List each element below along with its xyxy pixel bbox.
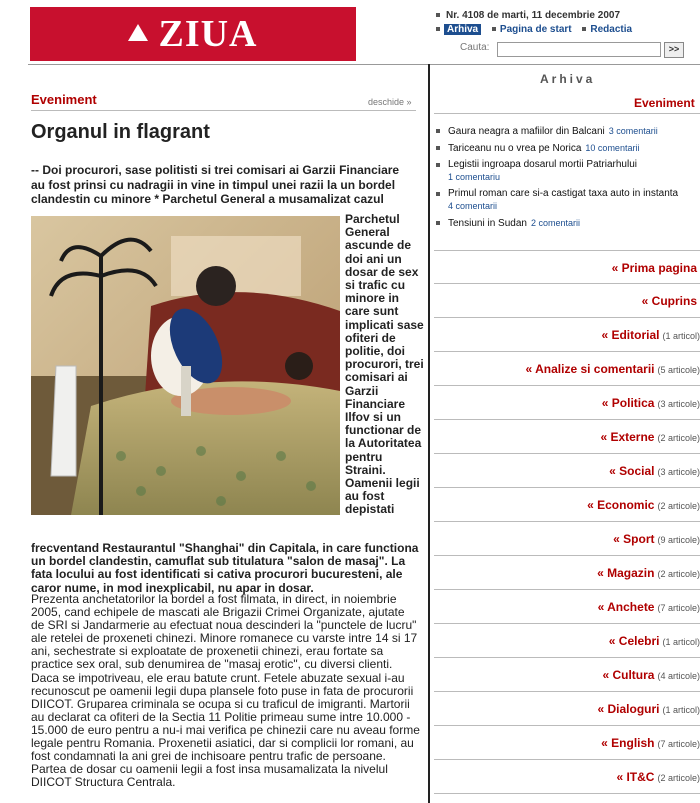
ziua-logo[interactable]: [30, 7, 356, 61]
category-label[interactable]: « English: [601, 736, 655, 750]
article-body: Prezenta anchetatorilor la bordel a fost filmata, in direct, in noiembrie 2005, cand echipele de mascati ale Brigazii Crimei Organizate, ajutate de SRI si Jandarmerie au efectuat noua descinderi la "punctele de lucru" ale retelei de proxeneti chinezi. Minore romanece cu varste intre 14 si 17 ani, sechestrate si exploatate de proxenetii chinezi, erau fortate sa practice sex oral, sub denumirea de "masaj erotic", cu diversi clienti. Daca se impotriveau, ele erau batute crunt. Fetele abuzate sexual i-au recunoscut pe oamenii legii dupa plansele foto puse in fata de procurorii DIICOT. Gruparea criminala se ocupa si cu traficul de imigranti. Martorii au declarat ca ofiteri de la Sectia 11 Politie primeau sume intre 10.000 - 15.000 de euro pentru a nu-i mai verifica pe chinezii care nu aveau forme legale pentru Romania. Proxenetii asiatici, dar si complicii lor romani, au fost condamnati la ani grei de inchisoare pentru trafic de persoane. Partea de dosar cu oamenii legii a fost insa musamalizata la nivelul DIICOT Structura Centrala.: [31, 592, 420, 790]
category-item[interactable]: [434, 352, 700, 386]
section-title: Eveniment: [31, 92, 97, 107]
search-label: Cauta:: [460, 42, 490, 53]
article-intro-side: Parchetul General ascunde de doi ani un dosar de sex si trafic cu minore in care sunt implicati sase ofiteri de politie, doi procurori, trei comisari ai Garzii Financiare Ilfov si un functionar de la Autoritatea pentru Straini. Oamenii legii au fost depistati: [345, 212, 424, 517]
deschide-link[interactable]: deschide »: [368, 97, 412, 107]
nav-pagina-de-start[interactable]: Pagina de start: [499, 24, 572, 35]
category-item[interactable]: [434, 284, 700, 318]
category-list: [434, 250, 700, 794]
category-count: (2 articole): [657, 501, 700, 511]
search-button[interactable]: >>: [664, 42, 684, 58]
news-item[interactable]: [436, 188, 700, 213]
category-label[interactable]: « Sport: [613, 532, 655, 546]
news-title[interactable]: Tensiuni in Sudan: [448, 218, 527, 229]
article-title: Organul in flagrant: [31, 121, 210, 143]
search-input[interactable]: [497, 42, 661, 57]
top-nav: [436, 24, 640, 35]
news-title[interactable]: Gaura neagra a mafiilor din Balcani: [448, 126, 605, 137]
logo-text: ZIUA: [158, 13, 258, 55]
category-item[interactable]: [434, 692, 700, 726]
category-count: (7 articole): [657, 739, 700, 749]
bullet-icon: [436, 129, 440, 133]
category-count: (7 articole): [657, 603, 700, 613]
category-count: (1 articol): [662, 331, 700, 341]
category-count: (1 articol): [662, 705, 700, 715]
category-count: (1 articol): [662, 637, 700, 647]
news-title[interactable]: Legistii ingroapa dosarul mortii Patriarhului: [448, 159, 637, 170]
header-divider: [28, 64, 700, 65]
bullet-icon: [436, 146, 440, 150]
bullet-icon: [436, 163, 440, 167]
category-item[interactable]: [434, 556, 700, 590]
sidebar-section-title[interactable]: Eveniment: [634, 96, 695, 110]
category-count: (2 articole): [657, 773, 700, 783]
category-label[interactable]: « Prima pagina: [611, 261, 697, 275]
category-label[interactable]: « Cuprins: [641, 294, 697, 308]
nav-redactia[interactable]: Redactia: [590, 24, 633, 35]
section-divider: [31, 110, 416, 111]
category-count: (2 articole): [657, 433, 700, 443]
article-intro-bottom: frecventand Restaurantul "Shanghai" din Capitala, in care functiona un bordel clandestin, camuflat sub titulatura "salon de masaj". La fata locului au fost identificati si cativa procurori bucuresteni, ale caror nume, in mod inexplicabil, nu apar in dosar.: [31, 541, 419, 595]
category-item[interactable]: [434, 318, 700, 352]
category-item[interactable]: [434, 590, 700, 624]
category-item[interactable]: [434, 522, 700, 556]
category-item[interactable]: [434, 386, 700, 420]
archive-title: Arhiva: [540, 72, 596, 86]
category-label[interactable]: « Anchete: [597, 600, 655, 614]
bullet-icon: [436, 192, 440, 196]
category-item[interactable]: [434, 420, 700, 454]
bullet-icon: [492, 27, 496, 31]
category-count: (5 articole): [657, 365, 700, 375]
category-label[interactable]: « IT&C: [616, 770, 655, 784]
category-label[interactable]: « Cultura: [602, 668, 655, 682]
category-item[interactable]: [434, 658, 700, 692]
news-comments[interactable]: 4 comentarii: [448, 201, 498, 211]
bullet-icon: [436, 13, 440, 17]
logo-triangle-icon: [128, 24, 148, 41]
category-label[interactable]: « Externe: [600, 430, 655, 444]
nav-arhiva[interactable]: Arhiva: [444, 24, 481, 35]
category-label[interactable]: « Social: [609, 464, 655, 478]
category-item[interactable]: [434, 726, 700, 760]
news-list: [436, 125, 700, 234]
search-bar: [460, 42, 680, 54]
article-photo: [31, 216, 340, 515]
news-comments[interactable]: 3 comentarii: [608, 126, 658, 136]
news-item[interactable]: [436, 142, 700, 155]
category-item[interactable]: [434, 624, 700, 658]
sidebar-divider: [434, 113, 700, 114]
category-label[interactable]: « Economic: [587, 498, 655, 512]
bullet-icon: [436, 27, 440, 31]
bullet-icon: [582, 27, 586, 31]
category-item[interactable]: [434, 454, 700, 488]
news-item[interactable]: [436, 125, 700, 138]
category-item[interactable]: [434, 250, 700, 284]
news-comments[interactable]: 2 comentarii: [530, 218, 580, 228]
news-comments[interactable]: 1 comentariu: [448, 172, 501, 182]
news-item[interactable]: [436, 159, 700, 184]
category-count: (3 articole): [657, 467, 700, 477]
category-label[interactable]: « Editorial: [601, 328, 660, 342]
category-label[interactable]: « Analize si comentarii: [525, 362, 655, 376]
news-comments[interactable]: 10 comentarii: [585, 143, 640, 153]
category-label[interactable]: « Celebri: [608, 634, 660, 648]
article-photo-illustration: [31, 216, 340, 515]
category-count: (3 articole): [657, 399, 700, 409]
news-title[interactable]: Primul roman care si-a castigat taxa auto in instanta: [448, 188, 679, 199]
category-label[interactable]: « Dialoguri: [597, 702, 660, 716]
column-divider: [428, 64, 430, 803]
category-label[interactable]: « Magazin: [597, 566, 655, 580]
news-title[interactable]: Tariceanu nu o vrea pe Norica: [448, 143, 582, 154]
issue-info: [436, 10, 620, 21]
news-item[interactable]: [436, 217, 700, 230]
category-count: (9 articole): [657, 535, 700, 545]
category-count: (4 articole): [657, 671, 700, 681]
category-label[interactable]: « Politica: [601, 396, 655, 410]
issue-text: Nr. 4108 de marti, 11 decembrie 2007: [446, 10, 620, 21]
article-lead: -- Doi procurori, sase politisti si trei comisari ai Garzii Financiare au fost prinsi cu nadragii in vine in timpul unei razii la un bordel clandestin cu minore * Parchetul General a musamalizat cazul: [31, 163, 400, 206]
category-count: (2 articole): [657, 569, 700, 579]
category-item[interactable]: [434, 760, 700, 794]
category-item[interactable]: [434, 488, 700, 522]
bullet-icon: [436, 221, 440, 225]
